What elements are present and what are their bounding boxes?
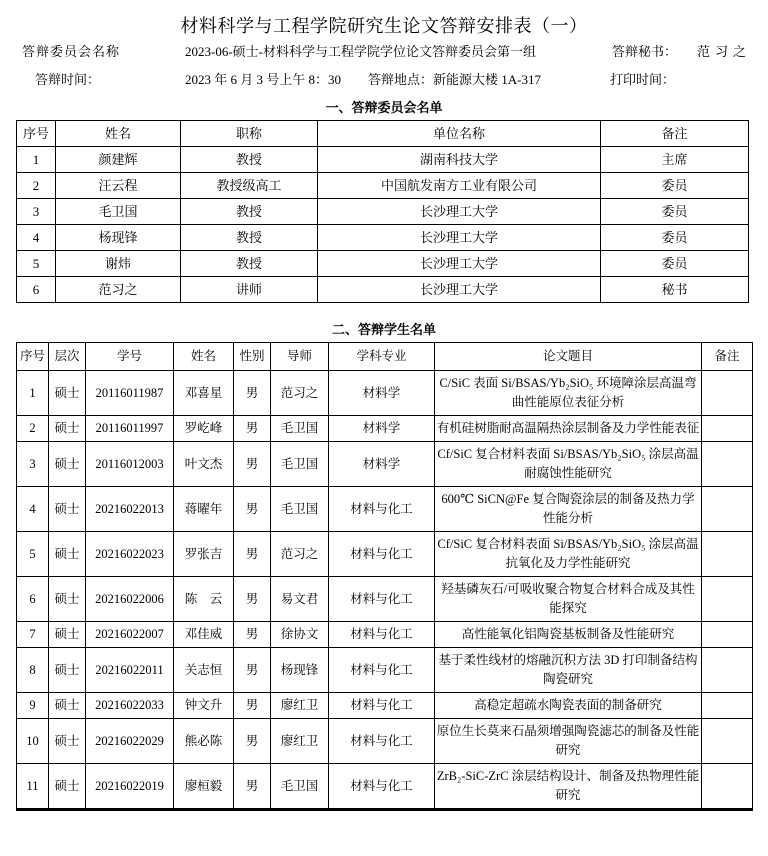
table-cell: 钟文升 bbox=[174, 693, 234, 719]
table-row bbox=[17, 577, 753, 622]
table-cell: 杨现锋 bbox=[56, 225, 181, 251]
table-cell: 材料与化工 bbox=[329, 764, 435, 810]
table-cell: 1 bbox=[17, 371, 49, 416]
table-cell: 蒋曜年 bbox=[174, 487, 234, 532]
table-cell: 毛卫国 bbox=[271, 416, 329, 442]
table-cell: 硕士 bbox=[49, 577, 86, 622]
table-cell: 范习之 bbox=[271, 371, 329, 416]
defense-time-label: 答辩时间： bbox=[35, 72, 101, 87]
table-cell: 600℃ SiCN@Fe 复合陶瓷涂层的制备及热力学性能分析 bbox=[435, 487, 702, 532]
table-cell: 羟基磷灰石/可吸收聚合物复合材料合成及其性能探究 bbox=[435, 577, 702, 622]
table-cell: 男 bbox=[234, 622, 271, 648]
table-cell: 材料与化工 bbox=[329, 693, 435, 719]
table-cell: 6 bbox=[17, 577, 49, 622]
table-cell: 男 bbox=[234, 532, 271, 577]
table-cell: 教授 bbox=[181, 225, 318, 251]
table-cell: 讲师 bbox=[181, 277, 318, 303]
table-cell: 叶文杰 bbox=[174, 442, 234, 487]
table-row bbox=[17, 487, 753, 532]
table-cell: 男 bbox=[234, 487, 271, 532]
committee-name-label: 答辩委员会名称 bbox=[22, 44, 121, 59]
table-cell: 高稳定超疏水陶瓷表面的制备研究 bbox=[435, 693, 702, 719]
table-cell: 20216022013 bbox=[86, 487, 174, 532]
table-cell: 邓佳威 bbox=[174, 622, 234, 648]
table-cell: 材料与化工 bbox=[329, 487, 435, 532]
table-cell: 10 bbox=[17, 719, 49, 764]
table-row bbox=[17, 371, 753, 416]
table-cell: 廖桓毅 bbox=[174, 764, 234, 810]
table-cell: 男 bbox=[234, 764, 271, 810]
table-cell: 主席 bbox=[601, 147, 749, 173]
table-cell bbox=[702, 693, 753, 719]
secretary-label: 答辩秘书： bbox=[612, 44, 678, 59]
table-cell: 关志恒 bbox=[174, 648, 234, 693]
table-row bbox=[17, 277, 749, 303]
table-cell: Cf/SiC 复合材料表面 Si/BSAS/Yb₂SiO₅ 涂层高温抗氧化及力学性能研究 bbox=[435, 532, 702, 577]
table-cell: 邓喜星 bbox=[174, 371, 234, 416]
table-cell bbox=[702, 622, 753, 648]
table-row bbox=[17, 173, 749, 199]
table-cell: 硕士 bbox=[49, 532, 86, 577]
table-cell: 1 bbox=[17, 147, 56, 173]
table-cell: 长沙理工大学 bbox=[318, 199, 601, 225]
table-cell: 委员 bbox=[601, 225, 749, 251]
table-cell: 委员 bbox=[601, 251, 749, 277]
table-row bbox=[17, 251, 749, 277]
table-cell: 委员 bbox=[601, 199, 749, 225]
table-cell bbox=[702, 442, 753, 487]
table-cell: 9 bbox=[17, 693, 49, 719]
table-cell: 材料与化工 bbox=[329, 532, 435, 577]
table-cell: 长沙理工大学 bbox=[318, 225, 601, 251]
table-cell: 杨现锋 bbox=[271, 648, 329, 693]
table-cell: Cf/SiC 复合材料表面 Si/BSAS/Yb₂SiO₅ 涂层高温耐腐蚀性能研究 bbox=[435, 442, 702, 487]
table-cell: 教授 bbox=[181, 147, 318, 173]
table-cell: 材料与化工 bbox=[329, 648, 435, 693]
column-header: 层次 bbox=[49, 343, 86, 371]
table-cell bbox=[702, 487, 753, 532]
column-header: 姓名 bbox=[56, 121, 181, 147]
committee-name-value: 2023-06-硕士-材料科学与工程学院学位论文答辩委员会第一组 bbox=[185, 44, 536, 59]
table-cell: 颜建辉 bbox=[56, 147, 181, 173]
student-header-row bbox=[17, 343, 753, 371]
committee-section-title: 一、答辩委员会名单 bbox=[325, 100, 443, 115]
column-header: 性别 bbox=[234, 343, 271, 371]
table-cell: 20216022023 bbox=[86, 532, 174, 577]
table-cell: 廖红卫 bbox=[271, 719, 329, 764]
table-row bbox=[17, 225, 749, 251]
column-header: 职称 bbox=[181, 121, 318, 147]
table-cell: 材料与化工 bbox=[329, 622, 435, 648]
table-cell: 20216022029 bbox=[86, 719, 174, 764]
table-cell: 硕士 bbox=[49, 764, 86, 810]
table-cell: 男 bbox=[234, 371, 271, 416]
table-cell: 20116012003 bbox=[86, 442, 174, 487]
table-cell: 硕士 bbox=[49, 622, 86, 648]
table-cell: 谢炜 bbox=[56, 251, 181, 277]
table-row bbox=[17, 719, 753, 764]
table-cell: 硕士 bbox=[49, 648, 86, 693]
table-cell: 2 bbox=[17, 416, 49, 442]
table-cell: 20216022011 bbox=[86, 648, 174, 693]
column-header: 导师 bbox=[271, 343, 329, 371]
table-cell: 男 bbox=[234, 416, 271, 442]
table-cell: 教授级高工 bbox=[181, 173, 318, 199]
table-row bbox=[17, 442, 753, 487]
table-cell: 秘书 bbox=[601, 277, 749, 303]
column-header: 学号 bbox=[86, 343, 174, 371]
table-cell: ZrB₂-SiC-ZrC 涂层结构设计、制备及热物理性能研究 bbox=[435, 764, 702, 810]
table-cell: 教授 bbox=[181, 251, 318, 277]
table-cell: 原位生长莫来石晶须增强陶瓷滤芯的制备及性能研究 bbox=[435, 719, 702, 764]
table-cell: 材料学 bbox=[329, 442, 435, 487]
table-cell: 20216022006 bbox=[86, 577, 174, 622]
table-cell: 毛卫国 bbox=[271, 487, 329, 532]
table-cell: 4 bbox=[17, 225, 56, 251]
committee-header-row bbox=[17, 121, 749, 147]
table-cell: 20216022033 bbox=[86, 693, 174, 719]
table-cell: 4 bbox=[17, 487, 49, 532]
table-cell bbox=[702, 532, 753, 577]
table-cell: 有机硅树脂耐高温隔热涂层制备及力学性能表征 bbox=[435, 416, 702, 442]
column-header: 序号 bbox=[17, 121, 56, 147]
column-header: 序号 bbox=[17, 343, 49, 371]
table-row bbox=[17, 532, 753, 577]
table-cell bbox=[702, 648, 753, 693]
table-cell: 毛卫国 bbox=[56, 199, 181, 225]
table-cell: 汪云程 bbox=[56, 173, 181, 199]
table-cell: 硕士 bbox=[49, 442, 86, 487]
table-cell bbox=[702, 764, 753, 810]
table-row bbox=[17, 693, 753, 719]
defense-location-value: 新能源大楼 1A-317 bbox=[433, 72, 541, 87]
table-cell: 男 bbox=[234, 442, 271, 487]
table-cell: 高性能氧化铝陶瓷基板制备及性能研究 bbox=[435, 622, 702, 648]
table-cell: 20116011987 bbox=[86, 371, 174, 416]
student-table bbox=[16, 342, 753, 811]
table-row bbox=[17, 199, 749, 225]
table-cell bbox=[702, 719, 753, 764]
table-cell: 毛卫国 bbox=[271, 764, 329, 810]
committee-table bbox=[16, 120, 749, 303]
table-cell: 委员 bbox=[601, 173, 749, 199]
table-cell: 男 bbox=[234, 693, 271, 719]
table-row bbox=[17, 648, 753, 693]
column-header: 单位名称 bbox=[318, 121, 601, 147]
table-cell: 7 bbox=[17, 622, 49, 648]
table-cell: 硕士 bbox=[49, 416, 86, 442]
student-section-title: 二、答辩学生名单 bbox=[331, 322, 436, 337]
page-title: 材料科学与工程学院研究生论文答辩安排表（一） bbox=[180, 16, 588, 36]
table-cell: 2 bbox=[17, 173, 56, 199]
table-cell: 教授 bbox=[181, 199, 318, 225]
column-header: 论文题目 bbox=[435, 343, 702, 371]
defense-location-label: 答辩地点： bbox=[368, 72, 434, 87]
table-cell: 廖红卫 bbox=[271, 693, 329, 719]
column-header: 姓名 bbox=[174, 343, 234, 371]
table-cell: 毛卫国 bbox=[271, 442, 329, 487]
table-cell: 易文君 bbox=[271, 577, 329, 622]
column-header: 学科专业 bbox=[329, 343, 435, 371]
table-cell: 20216022019 bbox=[86, 764, 174, 810]
table-cell: 硕士 bbox=[49, 693, 86, 719]
table-cell: 11 bbox=[17, 764, 49, 810]
table-cell: 湖南科技大学 bbox=[318, 147, 601, 173]
table-cell: 材料学 bbox=[329, 416, 435, 442]
table-cell: 20116011997 bbox=[86, 416, 174, 442]
table-cell: 8 bbox=[17, 648, 49, 693]
table-cell: 材料与化工 bbox=[329, 719, 435, 764]
table-row bbox=[17, 764, 753, 810]
table-cell bbox=[702, 416, 753, 442]
defense-time-value: 2023 年 6 月 3 号上午 8：30 bbox=[185, 72, 342, 87]
table-cell: C/SiC 表面 Si/BSAS/Yb₂SiO₅ 环境障涂层高温弯曲性能原位表征分析 bbox=[435, 371, 702, 416]
table-cell: 3 bbox=[17, 199, 56, 225]
table-cell: 基于柔性线材的熔融沉积方法 3D 打印制备结构陶瓷研究 bbox=[435, 648, 702, 693]
table-cell: 硕士 bbox=[49, 371, 86, 416]
table-row bbox=[17, 622, 753, 648]
table-cell: 5 bbox=[17, 251, 56, 277]
table-cell: 材料学 bbox=[329, 371, 435, 416]
table-cell: 罗屹峰 bbox=[174, 416, 234, 442]
table-row bbox=[17, 147, 749, 173]
table-cell: 5 bbox=[17, 532, 49, 577]
table-row bbox=[17, 416, 753, 442]
table-cell: 范习之 bbox=[271, 532, 329, 577]
table-cell: 硕士 bbox=[49, 719, 86, 764]
column-header: 备注 bbox=[702, 343, 753, 371]
table-cell: 范习之 bbox=[56, 277, 181, 303]
table-cell: 长沙理工大学 bbox=[318, 277, 601, 303]
table-cell: 男 bbox=[234, 648, 271, 693]
info-header bbox=[0, 38, 768, 98]
table-cell: 硕士 bbox=[49, 487, 86, 532]
table-cell: 熊必陈 bbox=[174, 719, 234, 764]
secretary-value: 范习之 bbox=[697, 44, 752, 59]
table-cell: 长沙理工大学 bbox=[318, 251, 601, 277]
table-cell: 罗张吉 bbox=[174, 532, 234, 577]
table-cell: 3 bbox=[17, 442, 49, 487]
table-cell: 材料与化工 bbox=[329, 577, 435, 622]
table-cell bbox=[702, 577, 753, 622]
table-cell: 男 bbox=[234, 719, 271, 764]
table-cell: 中国航发南方工业有限公司 bbox=[318, 173, 601, 199]
table-cell: 陈 云 bbox=[174, 577, 234, 622]
table-cell: 6 bbox=[17, 277, 56, 303]
table-cell: 男 bbox=[234, 577, 271, 622]
table-cell: 徐协文 bbox=[271, 622, 329, 648]
table-cell: 20216022007 bbox=[86, 622, 174, 648]
table-cell bbox=[702, 371, 753, 416]
column-header: 备注 bbox=[601, 121, 749, 147]
print-time-label: 打印时间： bbox=[610, 72, 676, 87]
